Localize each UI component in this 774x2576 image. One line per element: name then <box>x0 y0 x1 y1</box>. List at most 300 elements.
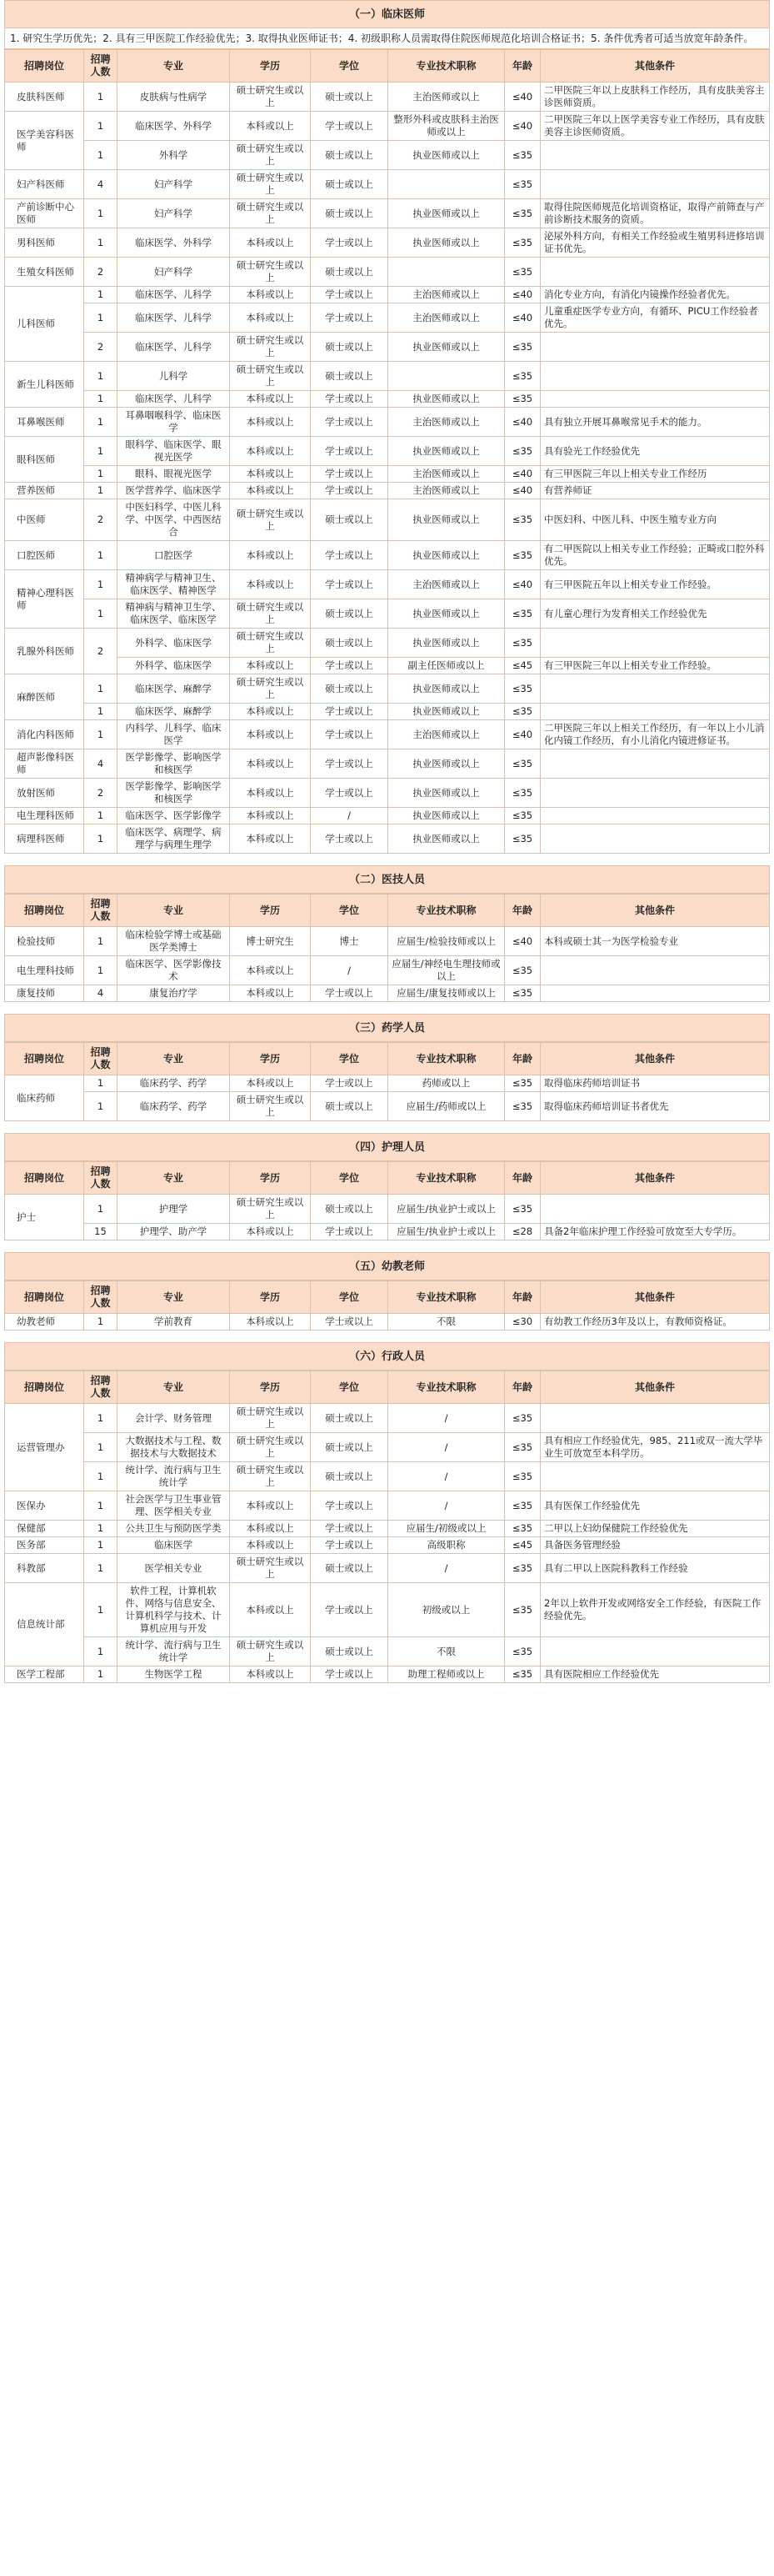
table-row <box>5 1092 770 1121</box>
other-cell: 本科或硕士其一为医学检验专业 <box>541 927 770 956</box>
edu-cell: 博士研究生 <box>230 927 311 956</box>
age-cell: ≤35 <box>505 1195 541 1224</box>
major-cell: 内科学、儿科学、临床医学 <box>117 720 230 749</box>
title-cell: 应届生/药师或以上 <box>388 1092 505 1121</box>
column-header: 学历 <box>230 1162 311 1195</box>
other-cell <box>541 985 770 1002</box>
count-cell: 4 <box>84 749 117 779</box>
age-cell: ≤35 <box>505 824 541 854</box>
count-cell: 15 <box>84 1224 117 1240</box>
age-cell: ≤35 <box>505 956 541 985</box>
recruitment-document <box>4 0 770 1683</box>
degree-cell: 学士或以上 <box>311 1314 388 1331</box>
count-cell: 1 <box>84 570 117 599</box>
degree-cell: 学士或以上 <box>311 303 388 333</box>
section-note: 1. 研究生学历优先；2. 具有三甲医院工作经验优先；3. 取得执业医师证书；4. 初级职称人员需取得住院医师规范化培训合格证书；5. 条件优秀者可适当放宽年龄条件。 <box>4 28 770 49</box>
major-cell: 医学营养学、临床医学 <box>117 483 230 499</box>
title-cell: / <box>388 1433 505 1462</box>
count-cell: 1 <box>84 599 117 629</box>
section-gap <box>4 854 770 865</box>
table-header-row <box>5 1162 770 1195</box>
count-cell: 1 <box>84 466 117 483</box>
major-cell: 临床医学、病理学、病理学与病理生理学 <box>117 824 230 854</box>
position-cell: 新生儿科医师 <box>5 362 84 408</box>
count-cell: 1 <box>84 1404 117 1433</box>
other-cell: 2年以上软件开发或网络安全工作经验，有医院工作经验优先。 <box>541 1583 770 1637</box>
edu-cell: 本科或以上 <box>230 1075 311 1092</box>
major-cell: 公共卫生与预防医学类 <box>117 1521 230 1537</box>
table-row <box>5 658 770 674</box>
column-header: 学位 <box>311 50 388 83</box>
column-header: 专业 <box>117 1281 230 1314</box>
table-row <box>5 749 770 779</box>
table-row <box>5 199 770 228</box>
degree-cell: 学士或以上 <box>311 1521 388 1537</box>
major-cell: 临床医学、麻醉学 <box>117 674 230 704</box>
age-cell: ≤35 <box>505 674 541 704</box>
age-cell: ≤35 <box>505 1521 541 1537</box>
table-row <box>5 362 770 391</box>
other-cell <box>541 808 770 824</box>
edu-cell: 本科或以上 <box>230 112 311 141</box>
degree-cell: 学士或以上 <box>311 466 388 483</box>
count-cell: 2 <box>84 258 117 287</box>
edu-cell: 本科或以上 <box>230 1224 311 1240</box>
edu-cell: 硕士研究生或以上 <box>230 599 311 629</box>
major-cell: 护理学 <box>117 1195 230 1224</box>
edu-cell: 硕士研究生或以上 <box>230 141 311 170</box>
title-cell: 执业医师或以上 <box>388 599 505 629</box>
age-cell: ≤35 <box>505 499 541 541</box>
recruitment-table <box>4 1280 770 1331</box>
table-header-row <box>5 1371 770 1404</box>
edu-cell: 本科或以上 <box>230 1537 311 1554</box>
position-cell: 放射医师 <box>5 779 84 808</box>
recruitment-table <box>4 49 770 854</box>
degree-cell: 学士或以上 <box>311 749 388 779</box>
table-header-row <box>5 895 770 927</box>
column-header: 专业技术职称 <box>388 50 505 83</box>
column-header: 学历 <box>230 50 311 83</box>
title-cell: 执业医师或以上 <box>388 333 505 362</box>
table-row <box>5 570 770 599</box>
major-cell: 护理学、助产学 <box>117 1224 230 1240</box>
edu-cell: 本科或以上 <box>230 704 311 720</box>
edu-cell: 本科或以上 <box>230 779 311 808</box>
edu-cell: 本科或以上 <box>230 541 311 570</box>
other-cell <box>541 141 770 170</box>
table-row <box>5 779 770 808</box>
count-cell: 1 <box>84 541 117 570</box>
major-cell: 康复治疗学 <box>117 985 230 1002</box>
title-cell: 应届生/执业护士或以上 <box>388 1224 505 1240</box>
age-cell: ≤30 <box>505 1314 541 1331</box>
edu-cell: 本科或以上 <box>230 985 311 1002</box>
degree-cell: 硕士或以上 <box>311 1554 388 1583</box>
count-cell: 1 <box>84 83 117 112</box>
count-cell: 1 <box>84 199 117 228</box>
count-cell: 1 <box>84 1491 117 1521</box>
count-cell: 1 <box>84 1075 117 1092</box>
title-cell: 执业医师或以上 <box>388 808 505 824</box>
other-cell: 有三甲医院三年以上相关专业工作经历 <box>541 466 770 483</box>
degree-cell: / <box>311 956 388 985</box>
column-header: 学位 <box>311 1043 388 1075</box>
column-header: 学位 <box>311 1281 388 1314</box>
age-cell: ≤35 <box>505 437 541 466</box>
major-cell: 软件工程，计算机软件、网络与信息安全、计算机科学与技术、计算机应用与开发 <box>117 1583 230 1637</box>
edu-cell: 硕士研究生或以上 <box>230 1404 311 1433</box>
age-cell: ≤35 <box>505 808 541 824</box>
column-header: 招聘人数 <box>84 1043 117 1075</box>
count-cell: 1 <box>84 1092 117 1121</box>
title-cell: 执业医师或以上 <box>388 629 505 658</box>
table-row <box>5 1666 770 1683</box>
position-cell: 医务部 <box>5 1537 84 1554</box>
major-cell: 妇产科学 <box>117 170 230 199</box>
count-cell: 1 <box>84 437 117 466</box>
other-cell <box>541 674 770 704</box>
degree-cell: 硕士或以上 <box>311 83 388 112</box>
table-row <box>5 1554 770 1583</box>
other-cell: 二甲医院三年以上皮肤科工作经历，具有皮肤美容主诊医师资质。 <box>541 83 770 112</box>
major-cell: 精神病学与精神卫生、临床医学、精神医学 <box>117 570 230 599</box>
major-cell: 口腔医学 <box>117 541 230 570</box>
major-cell: 儿科学 <box>117 362 230 391</box>
position-cell: 眼科医师 <box>5 437 84 483</box>
column-header: 招聘岗位 <box>5 1162 84 1195</box>
edu-cell: 本科或以上 <box>230 1521 311 1537</box>
degree-cell: 学士或以上 <box>311 658 388 674</box>
age-cell: ≤35 <box>505 228 541 258</box>
age-cell: ≤35 <box>505 704 541 720</box>
age-cell: ≤35 <box>505 141 541 170</box>
table-row <box>5 1075 770 1092</box>
title-cell: 执业医师或以上 <box>388 499 505 541</box>
other-cell: 有三甲医院五年以上相关专业工作经验。 <box>541 570 770 599</box>
table-row <box>5 1491 770 1521</box>
age-cell: ≤40 <box>505 83 541 112</box>
count-cell: 1 <box>84 704 117 720</box>
other-cell <box>541 333 770 362</box>
major-cell: 耳鼻咽喉科学、临床医学 <box>117 408 230 437</box>
degree-cell: 学士或以上 <box>311 408 388 437</box>
column-header: 其他条件 <box>541 1281 770 1314</box>
count-cell: 1 <box>84 391 117 408</box>
table-row <box>5 985 770 1002</box>
count-cell: 2 <box>84 779 117 808</box>
other-cell <box>541 956 770 985</box>
major-cell: 社会医学与卫生事业管理、医学相关专业 <box>117 1491 230 1521</box>
age-cell: ≤35 <box>505 749 541 779</box>
count-cell: 1 <box>84 824 117 854</box>
edu-cell: 本科或以上 <box>230 720 311 749</box>
other-cell: 二甲医院三年以上医学美容专业工作经历，具有皮肤美容主诊医师资质。 <box>541 112 770 141</box>
count-cell: 2 <box>84 629 117 674</box>
other-cell: 有儿童心理行为发育相关工作经验优先 <box>541 599 770 629</box>
title-cell: 高级职称 <box>388 1537 505 1554</box>
column-header: 学历 <box>230 1043 311 1075</box>
column-header: 专业 <box>117 895 230 927</box>
major-cell: 临床医学、外科学 <box>117 228 230 258</box>
column-header: 学位 <box>311 1162 388 1195</box>
table-row <box>5 258 770 287</box>
age-cell: ≤35 <box>505 541 541 570</box>
title-cell: 主治医师或以上 <box>388 720 505 749</box>
edu-cell: 硕士研究生或以上 <box>230 199 311 228</box>
column-header: 学历 <box>230 895 311 927</box>
title-cell: / <box>388 1462 505 1491</box>
major-cell: 统计学、流行病与卫生统计学 <box>117 1637 230 1666</box>
table-row <box>5 1637 770 1666</box>
title-cell: 主治医师或以上 <box>388 483 505 499</box>
table-row <box>5 391 770 408</box>
column-header: 其他条件 <box>541 1371 770 1404</box>
position-cell: 中医师 <box>5 499 84 541</box>
edu-cell: 硕士研究生或以上 <box>230 83 311 112</box>
count-cell: 1 <box>84 674 117 704</box>
age-cell: ≤35 <box>505 779 541 808</box>
title-cell: / <box>388 1404 505 1433</box>
edu-cell: 本科或以上 <box>230 483 311 499</box>
major-cell: 临床医学 <box>117 1537 230 1554</box>
edu-cell: 硕士研究生或以上 <box>230 258 311 287</box>
age-cell: ≤40 <box>505 927 541 956</box>
table-row <box>5 333 770 362</box>
degree-cell: 学士或以上 <box>311 228 388 258</box>
title-cell: 主治医师或以上 <box>388 570 505 599</box>
age-cell: ≤35 <box>505 170 541 199</box>
column-header: 其他条件 <box>541 1162 770 1195</box>
table-row <box>5 437 770 466</box>
degree-cell: 硕士或以上 <box>311 629 388 658</box>
age-cell: ≤35 <box>505 1404 541 1433</box>
major-cell: 临床药学、药学 <box>117 1092 230 1121</box>
major-cell: 外科学、临床医学 <box>117 629 230 658</box>
table-row <box>5 1195 770 1224</box>
count-cell: 4 <box>84 170 117 199</box>
position-cell: 男科医师 <box>5 228 84 258</box>
edu-cell: 硕士研究生或以上 <box>230 1462 311 1491</box>
major-cell: 生物医学工程 <box>117 1666 230 1683</box>
other-cell: 具有二甲以上医院科教科工作经验 <box>541 1554 770 1583</box>
section-title: （二）医技人员 <box>4 865 770 894</box>
degree-cell: 学士或以上 <box>311 1491 388 1521</box>
other-cell: 具有独立开展耳鼻喉常见手术的能力。 <box>541 408 770 437</box>
table-header-row <box>5 50 770 83</box>
other-cell <box>541 779 770 808</box>
degree-cell: 学士或以上 <box>311 112 388 141</box>
count-cell: 1 <box>84 228 117 258</box>
title-cell: 应届生/神经电生理技师或以上 <box>388 956 505 985</box>
section-title: （一）临床医师 <box>4 0 770 28</box>
age-cell: ≤40 <box>505 303 541 333</box>
recruitment-table <box>4 1371 770 1683</box>
column-header: 学位 <box>311 1371 388 1404</box>
age-cell: ≤35 <box>505 1092 541 1121</box>
other-cell: 泌尿外科方向，有相关工作经验或生殖男科进修培训证书优先。 <box>541 228 770 258</box>
other-cell: 具备医务管理经验 <box>541 1537 770 1554</box>
edu-cell: 本科或以上 <box>230 287 311 303</box>
position-cell: 运营管理办 <box>5 1404 84 1491</box>
count-cell: 4 <box>84 985 117 1002</box>
count-cell: 1 <box>84 927 117 956</box>
edu-cell: 本科或以上 <box>230 391 311 408</box>
other-cell <box>541 362 770 391</box>
column-header: 招聘人数 <box>84 50 117 83</box>
other-cell: 中医妇科、中医儿科、中医生殖专业方向 <box>541 499 770 541</box>
other-cell: 具有验光工作经验优先 <box>541 437 770 466</box>
other-cell <box>541 824 770 854</box>
age-cell: ≤40 <box>505 483 541 499</box>
column-header: 年龄 <box>505 1162 541 1195</box>
other-cell: 取得住院医师规范化培训资格证，取得产前筛查与产前诊断技术服务的资质。 <box>541 199 770 228</box>
title-cell: 执业医师或以上 <box>388 541 505 570</box>
title-cell: 主治医师或以上 <box>388 287 505 303</box>
edu-cell: 硕士研究生或以上 <box>230 674 311 704</box>
column-header: 招聘人数 <box>84 1162 117 1195</box>
other-cell <box>541 391 770 408</box>
title-cell: 主治医师或以上 <box>388 83 505 112</box>
recruitment-table <box>4 1042 770 1121</box>
column-header: 招聘岗位 <box>5 50 84 83</box>
table-header-row <box>5 1281 770 1314</box>
other-cell: 取得临床药师培训证书 <box>541 1075 770 1092</box>
degree-cell: 学士或以上 <box>311 541 388 570</box>
title-cell: 执业医师或以上 <box>388 199 505 228</box>
degree-cell: 硕士或以上 <box>311 1092 388 1121</box>
age-cell: ≤35 <box>505 1637 541 1666</box>
column-header: 招聘人数 <box>84 895 117 927</box>
age-cell: ≤35 <box>505 199 541 228</box>
edu-cell: 硕士研究生或以上 <box>230 1554 311 1583</box>
other-cell <box>541 704 770 720</box>
column-header: 专业 <box>117 1162 230 1195</box>
table-row <box>5 1433 770 1462</box>
degree-cell: 学士或以上 <box>311 483 388 499</box>
column-header: 学历 <box>230 1281 311 1314</box>
count-cell: 1 <box>84 362 117 391</box>
degree-cell: 学士或以上 <box>311 1666 388 1683</box>
title-cell: 执业医师或以上 <box>388 437 505 466</box>
degree-cell: 学士或以上 <box>311 985 388 1002</box>
table-row <box>5 1314 770 1331</box>
title-cell: 助理工程师或以上 <box>388 1666 505 1683</box>
column-header: 年龄 <box>505 1281 541 1314</box>
count-cell: 1 <box>84 1666 117 1683</box>
table-row <box>5 927 770 956</box>
column-header: 招聘人数 <box>84 1281 117 1314</box>
major-cell: 临床医学、儿科学 <box>117 333 230 362</box>
title-cell: 应届生/执业护士或以上 <box>388 1195 505 1224</box>
position-cell: 幼教老师 <box>5 1314 84 1331</box>
count-cell: 1 <box>84 1637 117 1666</box>
position-cell: 产前诊断中心医师 <box>5 199 84 228</box>
degree-cell: 学士或以上 <box>311 1537 388 1554</box>
column-header: 招聘岗位 <box>5 1043 84 1075</box>
table-row <box>5 1224 770 1240</box>
edu-cell: 本科或以上 <box>230 658 311 674</box>
age-cell: ≤35 <box>505 1666 541 1683</box>
degree-cell: 硕士或以上 <box>311 258 388 287</box>
major-cell: 临床医学、儿科学 <box>117 303 230 333</box>
age-cell: ≤35 <box>505 391 541 408</box>
table-row <box>5 466 770 483</box>
other-cell: 具备2年临床护理工作经验可放宽至大专学历。 <box>541 1224 770 1240</box>
major-cell: 临床医学、儿科学 <box>117 287 230 303</box>
degree-cell: 硕士或以上 <box>311 499 388 541</box>
table-row <box>5 1404 770 1433</box>
degree-cell: 学士或以上 <box>311 437 388 466</box>
other-cell: 二甲以上妇幼保健院工作经验优先 <box>541 1521 770 1537</box>
major-cell: 大数据技术与工程、数据技术与大数据技术 <box>117 1433 230 1462</box>
degree-cell: 硕士或以上 <box>311 333 388 362</box>
edu-cell: 本科或以上 <box>230 408 311 437</box>
position-cell: 口腔医师 <box>5 541 84 570</box>
title-cell: 执业医师或以上 <box>388 824 505 854</box>
table-row <box>5 704 770 720</box>
edu-cell: 硕士研究生或以上 <box>230 170 311 199</box>
position-cell: 电生理科技师 <box>5 956 84 985</box>
column-header: 其他条件 <box>541 50 770 83</box>
degree-cell: 硕士或以上 <box>311 1462 388 1491</box>
other-cell: 有二甲医院以上相关专业工作经验；正畸或口腔外科优先。 <box>541 541 770 570</box>
major-cell: 外科学 <box>117 141 230 170</box>
table-row <box>5 541 770 570</box>
table-row <box>5 112 770 141</box>
table-row <box>5 408 770 437</box>
table-row <box>5 499 770 541</box>
major-cell: 临床医学、儿科学 <box>117 391 230 408</box>
degree-cell: 学士或以上 <box>311 570 388 599</box>
title-cell <box>388 362 505 391</box>
edu-cell: 本科或以上 <box>230 1583 311 1637</box>
major-cell: 临床药学、药学 <box>117 1075 230 1092</box>
position-cell: 科教部 <box>5 1554 84 1583</box>
other-cell <box>541 1195 770 1224</box>
title-cell: 执业医师或以上 <box>388 141 505 170</box>
other-cell: 消化专业方向，有消化内镜操作经验者优先。 <box>541 287 770 303</box>
major-cell: 临床医学、医学影像技术 <box>117 956 230 985</box>
title-cell: 执业医师或以上 <box>388 228 505 258</box>
other-cell <box>541 749 770 779</box>
title-cell: 不限 <box>388 1637 505 1666</box>
count-cell: 1 <box>84 1537 117 1554</box>
table-row <box>5 1537 770 1554</box>
position-cell: 医学工程部 <box>5 1666 84 1683</box>
edu-cell: 本科或以上 <box>230 749 311 779</box>
table-row <box>5 1462 770 1491</box>
count-cell: 1 <box>84 1314 117 1331</box>
other-cell: 二甲医院三年以上相关工作经历，有一年以上小儿消化内镜工作经历，有小儿消化内镜进修证书。 <box>541 720 770 749</box>
age-cell: ≤45 <box>505 658 541 674</box>
position-cell: 医学美容科医师 <box>5 112 84 170</box>
edu-cell: 硕士研究生或以上 <box>230 1195 311 1224</box>
section-gap <box>4 1331 770 1342</box>
major-cell: 临床医学、外科学 <box>117 112 230 141</box>
table-row <box>5 808 770 824</box>
column-header: 招聘岗位 <box>5 1371 84 1404</box>
major-cell: 精神病与精神卫生学、临床医学、临床医学 <box>117 599 230 629</box>
position-cell: 护士 <box>5 1195 84 1240</box>
title-cell: 不限 <box>388 1314 505 1331</box>
edu-cell: 本科或以上 <box>230 808 311 824</box>
position-cell: 耳鼻喉医师 <box>5 408 84 437</box>
position-cell: 麻醉医师 <box>5 674 84 720</box>
title-cell: 执业医师或以上 <box>388 704 505 720</box>
count-cell: 1 <box>84 956 117 985</box>
table-row <box>5 1521 770 1537</box>
